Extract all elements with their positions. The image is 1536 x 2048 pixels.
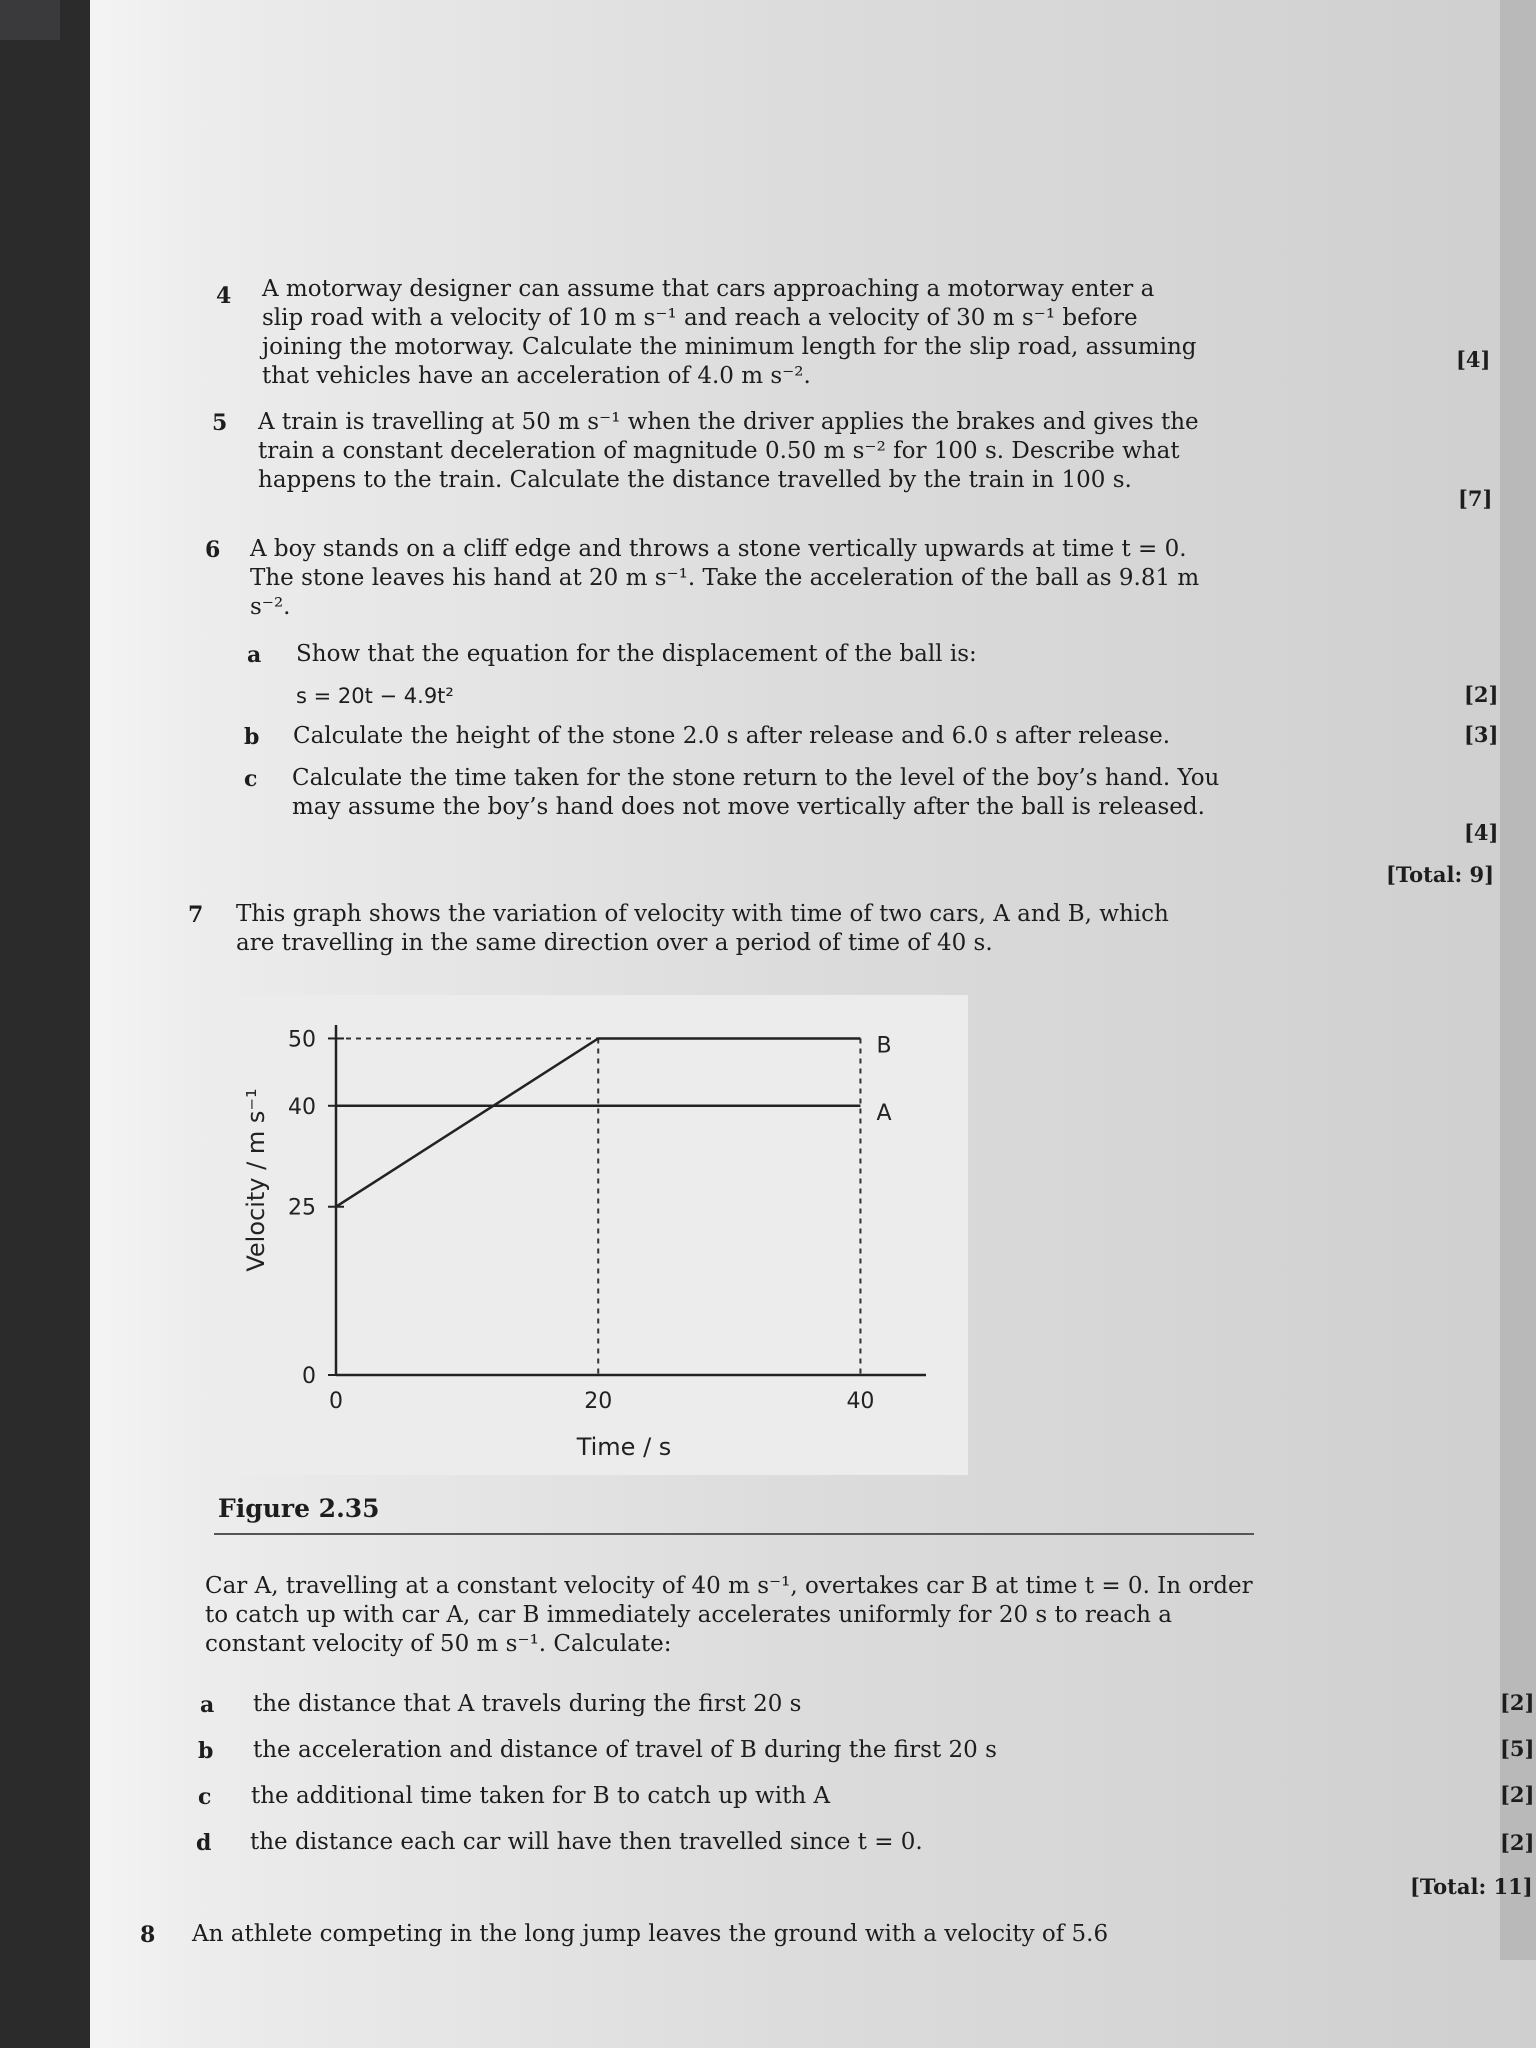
q6c-text: Calculate the time taken for the stone return to the level of the boy’s hand. You may assume the boy’s hand does not move vertically after the ball is released. xyxy=(292,765,1220,820)
q8-text: An athlete competing in the long jump leaves the ground with a velocity of 5.6 xyxy=(192,1921,1109,1947)
q6a-text: Show that the equation for the displacement of the ball is: xyxy=(296,641,977,667)
series-label-a: A xyxy=(876,1100,892,1126)
series-label-b: B xyxy=(876,1033,892,1059)
q7b-mark: [5] xyxy=(1500,1736,1535,1761)
q6b-text: Calculate the height of the stone 2.0 s after release and 6.0 s after release. xyxy=(293,723,1171,749)
x-axis-label: Time / s xyxy=(576,1433,672,1461)
q5-number: 5 xyxy=(212,410,228,436)
page-edge-shadow xyxy=(1500,0,1536,1960)
q6a-mark: [2] xyxy=(1464,682,1499,707)
q6-number: 6 xyxy=(205,537,221,563)
q7c-letter: c xyxy=(198,1784,212,1810)
velocity-time-chart xyxy=(214,995,968,1475)
q7-total: [Total: 11] xyxy=(1410,1874,1533,1899)
figure-divider xyxy=(214,1533,1254,1535)
desk-background xyxy=(0,0,60,40)
q7a-letter: a xyxy=(200,1692,215,1718)
y-axis-label: Velocity / m s⁻¹ xyxy=(242,1088,270,1272)
q6-total: [Total: 9] xyxy=(1386,862,1495,887)
q7-body: Car A, travelling at a constant velocity of 40 m s⁻¹, overtakes car B at time t = 0. In order to catch up with car A, car B immediately accelerates uniformly for 20 s to reach a constant velocity of 50 m s⁻¹. Calculate: xyxy=(205,1573,1253,1657)
q6c-letter: c xyxy=(244,766,258,792)
q7a-text: the distance that A travels during the first 20 s xyxy=(253,1691,802,1717)
x-tick-label-40: 40 xyxy=(846,1389,875,1414)
y-tick-label-25: 25 xyxy=(288,1195,316,1221)
q7-number: 7 xyxy=(188,902,204,928)
y-tick-label-0: 0 xyxy=(302,1364,316,1389)
q7a-mark: [2] xyxy=(1500,1690,1535,1715)
q7b-text: the acceleration and distance of travel of B during the first 20 s xyxy=(253,1737,997,1763)
q8-number: 8 xyxy=(140,1922,156,1948)
figure-label: Figure 2.35 xyxy=(218,1494,380,1523)
q6a-equation: s = 20t − 4.9t² xyxy=(296,684,454,708)
figure-2-35-graph xyxy=(214,995,968,1475)
x-tick-label-20: 20 xyxy=(584,1389,613,1414)
q6-text: A boy stands on a cliff edge and throws a stone vertically upwards at time t = 0. The stone leaves his hand at 20 m s⁻¹. Take the acceleration of the ball as 9.81 m s⁻². xyxy=(250,536,1200,620)
q7d-text: the distance each car will have then travelled since t = 0. xyxy=(250,1829,923,1855)
q4-text: A motorway designer can assume that cars approaching a motorway enter a slip road with a velocity of 10 m s⁻¹ and reach a velocity of 30 m s⁻¹ before joining the motorway. Calculate the minimum length for the slip road, assuming that vehicles have an acceleration of 4.0 m s⁻². xyxy=(262,276,1197,389)
y-tick-label-40: 40 xyxy=(288,1094,316,1120)
q7b-letter: b xyxy=(198,1738,214,1764)
q7c-mark: [2] xyxy=(1500,1782,1535,1807)
q5-mark: [7] xyxy=(1458,486,1493,511)
q7c-text: the additional time taken for B to catch up with A xyxy=(251,1783,831,1809)
q7d-letter: d xyxy=(196,1830,212,1856)
y-tick-label-50: 50 xyxy=(288,1027,316,1053)
q5-text: A train is travelling at 50 m s⁻¹ when the driver applies the brakes and gives the train a constant deceleration of magnitude 0.50 m s⁻² for 100 s. Describe what happens to the train. Calculate the distance travelled by the train in 100 s. xyxy=(258,409,1199,493)
x-tick-label-0: 0 xyxy=(329,1389,343,1414)
q7d-mark: [2] xyxy=(1500,1830,1535,1855)
q6c-mark: [4] xyxy=(1464,820,1499,845)
q6b-mark: [3] xyxy=(1464,722,1499,747)
q7-intro: This graph shows the variation of velocity with time of two cars, A and B, which are travelling in the same direction over a period of time of 40 s. xyxy=(236,901,1169,956)
q4-mark: [4] xyxy=(1456,347,1491,372)
q6a-letter: a xyxy=(247,642,262,668)
q4-number: 4 xyxy=(216,283,232,309)
q6b-letter: b xyxy=(244,724,260,750)
